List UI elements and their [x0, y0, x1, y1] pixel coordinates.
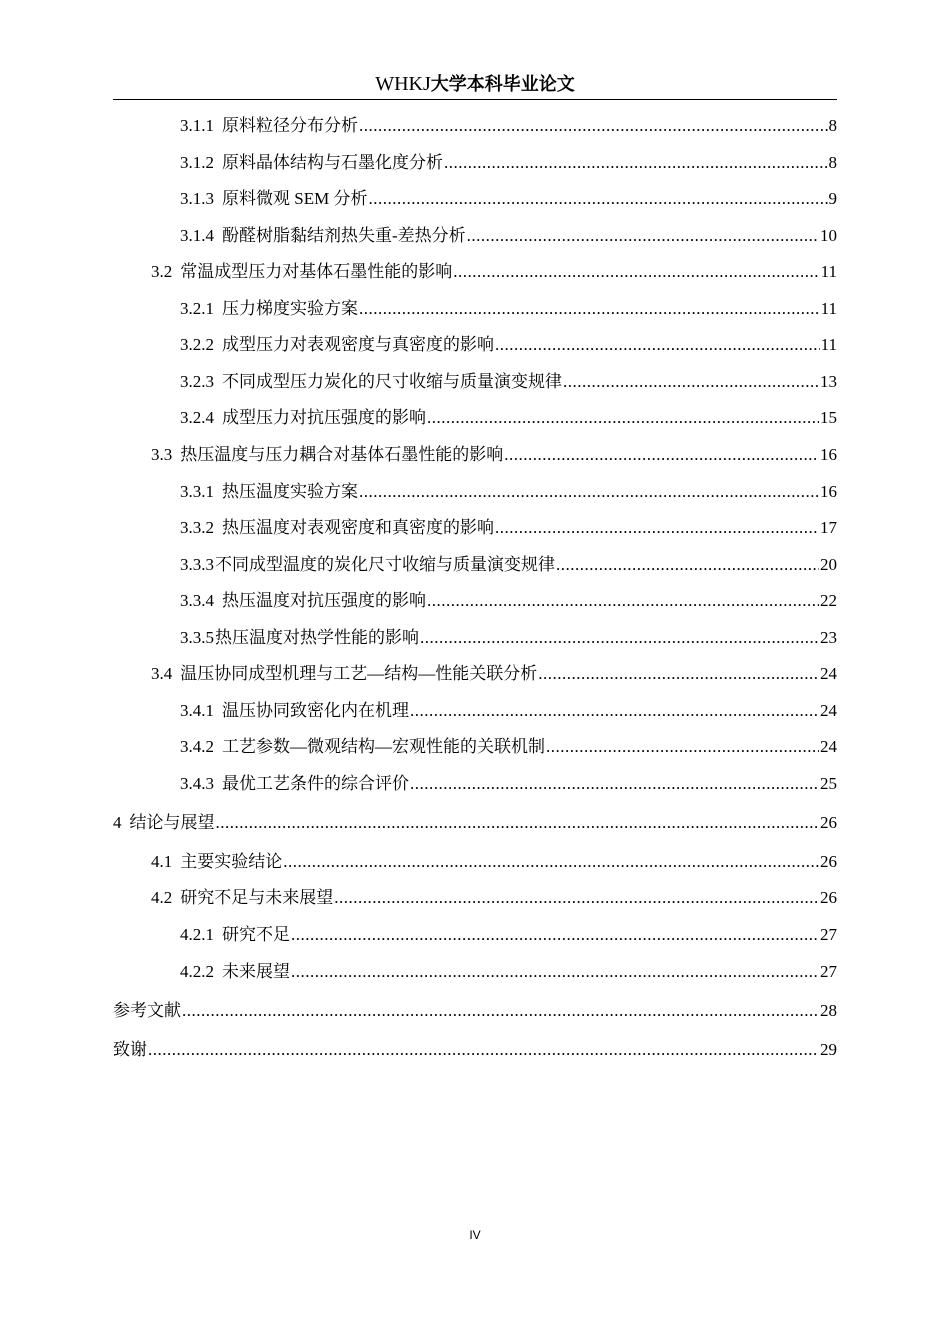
toc-entry-number: 4.2 [151, 888, 173, 907]
toc-entry-number: 3.3.3 [180, 555, 214, 574]
toc-entry-page: 11 [820, 335, 837, 354]
page-number: IV [469, 1228, 481, 1242]
toc-leader-dots [426, 400, 819, 436]
toc-entry-page: 27 [820, 925, 837, 944]
toc-entry-number: 4 [113, 813, 122, 832]
toc-entry[interactable] [180, 917, 837, 953]
toc-entry-number: 3.3.5 [180, 628, 214, 647]
toc-entry-number: 4.1 [151, 852, 173, 871]
toc-leader-dots [358, 291, 820, 327]
toc-entry[interactable] [113, 1032, 837, 1068]
toc-entry-title: 原料粒径分布分析 [222, 116, 358, 135]
toc-entry[interactable] [180, 547, 837, 583]
toc-entry-page: 25 [820, 774, 837, 793]
toc-entry-title: 研究不足与未来展望 [180, 888, 334, 907]
header-prefix: WHKJ [375, 73, 431, 95]
toc-entry-title: 热压温度对抗压强度的影响 [222, 591, 426, 610]
toc-entry[interactable] [180, 145, 837, 181]
toc-entry[interactable] [180, 766, 837, 802]
toc-entry-number: 3.4 [151, 664, 173, 683]
toc-entry-page: 28 [820, 1001, 837, 1020]
toc-leader-dots [409, 766, 819, 802]
toc-entry-number: 3.1.4 [180, 226, 214, 245]
toc-leader-dots [545, 729, 819, 765]
toc-entry-title: 热压温度对表观密度和真密度的影响 [222, 518, 494, 537]
toc-leader-dots [452, 254, 819, 290]
toc-entry-title: 热压温度与压力耦合对基体石墨性能的影响 [180, 445, 504, 464]
toc-entry-page: 11 [820, 299, 837, 318]
toc-entry-number: 3.4.1 [180, 701, 214, 720]
header-title: 大学本科毕业论文 [430, 74, 575, 95]
toc-leader-dots [290, 917, 819, 953]
toc-leader-dots [537, 656, 819, 692]
toc-entry-title: 成型压力对抗压强度的影响 [222, 408, 426, 427]
toc-entry-title: 常温成型压力对基体石墨性能的影响 [180, 262, 453, 281]
toc-entry[interactable] [151, 254, 837, 290]
toc-leader-dots [426, 583, 819, 619]
toc-leader-dots [147, 1032, 819, 1068]
toc-entry-page: 24 [820, 664, 837, 683]
toc-entry[interactable] [113, 993, 837, 1029]
toc-entry-page: 8 [828, 153, 837, 172]
toc-entry-number: 3.2.4 [180, 408, 214, 427]
toc-leader-dots [333, 880, 819, 916]
toc-entry[interactable] [180, 510, 837, 546]
toc-leader-dots [555, 547, 819, 583]
toc-entry-page: 24 [820, 701, 837, 720]
toc-entry-page: 11 [820, 262, 837, 281]
toc-entry-title: 参考文献 [113, 1001, 181, 1020]
toc-entry-title: 主要实验结论 [180, 852, 283, 871]
toc-entry-number: 3.2.3 [180, 372, 214, 391]
toc-entry[interactable] [151, 437, 837, 473]
toc-leader-dots [562, 364, 819, 400]
toc-entry-number: 3.2 [151, 262, 173, 281]
toc-entry-page: 26 [820, 888, 837, 907]
toc-entry-title: 原料微观 SEM 分析 [222, 189, 368, 208]
toc-entry-title: 致谢 [113, 1040, 147, 1059]
toc-entry-title: 结论与展望 [129, 813, 215, 832]
page-header [113, 70, 837, 100]
toc-entry-number: 3.4.2 [180, 737, 214, 756]
toc-leader-dots [494, 510, 819, 546]
toc-entry[interactable] [180, 729, 837, 765]
toc-entry-number: 3.2.1 [180, 299, 214, 318]
toc-entry[interactable] [180, 327, 837, 363]
toc-entry[interactable] [180, 291, 837, 327]
toc-leader-dots [443, 145, 828, 181]
toc-entry-title: 不同成型压力炭化的尺寸收缩与质量演变规律 [222, 372, 562, 391]
toc-entry-title: 温压协同成型机理与工艺—结构—性能关联分析 [180, 664, 538, 683]
toc-leader-dots [290, 954, 819, 990]
toc-entry-number: 4.2.2 [180, 962, 214, 981]
toc-entry-number: 3.2.2 [180, 335, 214, 354]
toc-entry-number: 3.3.1 [180, 482, 214, 501]
toc-entry[interactable] [180, 400, 837, 436]
toc-entry-title: 原料晶体结构与石墨化度分析 [222, 153, 443, 172]
toc-entry-page: 29 [820, 1040, 837, 1059]
toc-leader-dots [503, 437, 819, 473]
toc-entry[interactable] [180, 218, 837, 254]
toc-entry-number: 3.1.3 [180, 189, 214, 208]
toc-leader-dots [466, 218, 819, 254]
toc-entry[interactable] [180, 108, 837, 144]
toc-entry-title: 未来展望 [222, 962, 290, 981]
toc-entry-number: 3.3 [151, 445, 173, 464]
toc-entry-number: 3.1.1 [180, 116, 214, 135]
toc-entry-page: 9 [828, 189, 837, 208]
toc-entry-title: 成型压力对表观密度与真密度的影响 [222, 335, 494, 354]
toc-entry[interactable] [180, 364, 837, 400]
toc-entry[interactable] [113, 805, 837, 841]
toc-leader-dots [358, 474, 819, 510]
toc-entry-number: 3.4.3 [180, 774, 214, 793]
toc-entry[interactable] [151, 880, 837, 916]
toc-entry[interactable] [180, 620, 837, 656]
toc-entry-number: 3.3.2 [180, 518, 214, 537]
toc-entry-number: 3.1.2 [180, 153, 214, 172]
toc-leader-dots [367, 181, 827, 217]
toc-leader-dots [409, 693, 819, 729]
toc-entry-title: 工艺参数—微观结构—宏观性能的关联机制 [222, 737, 545, 756]
toc-entry-page: 10 [820, 226, 837, 245]
toc-entry[interactable] [180, 181, 837, 217]
toc-entry[interactable] [180, 583, 837, 619]
toc-entry-page: 17 [820, 518, 837, 537]
toc-entry-page: 20 [820, 555, 837, 574]
toc-entry-page: 15 [820, 408, 837, 427]
toc-entry-title: 热压温度对热学性能的影响 [215, 628, 419, 647]
toc-entry-page: 8 [828, 116, 837, 135]
toc-entry-page: 16 [820, 445, 837, 464]
toc-leader-dots [282, 844, 819, 880]
toc-entry[interactable] [180, 954, 837, 990]
toc-entry-page: 27 [820, 962, 837, 981]
toc-entry-title: 酚醛树脂黏结剂热失重-差热分析 [222, 226, 466, 245]
toc-leader-dots [419, 620, 819, 656]
toc-entry-page: 26 [820, 852, 837, 871]
toc-entry[interactable] [180, 693, 837, 729]
toc-leader-dots [215, 805, 820, 841]
toc-entry[interactable] [151, 844, 837, 880]
toc-entry-page: 13 [820, 372, 837, 391]
toc-entry-title: 研究不足 [222, 925, 290, 944]
toc-entry[interactable] [180, 474, 837, 510]
toc-entry-title: 热压温度实验方案 [222, 482, 358, 501]
toc-leader-dots [494, 327, 820, 363]
toc-leader-dots [358, 108, 828, 144]
toc-entry-page: 24 [820, 737, 837, 756]
toc-entry-title: 温压协同致密化内在机理 [222, 701, 409, 720]
toc-entry-number: 4.2.1 [180, 925, 214, 944]
toc-entry-page: 23 [820, 628, 837, 647]
toc-entry[interactable] [151, 656, 837, 692]
toc-entry-title: 最优工艺条件的综合评价 [222, 774, 409, 793]
toc-entry-title: 压力梯度实验方案 [222, 299, 358, 318]
toc-entry-title: 不同成型温度的炭化尺寸收缩与质量演变规律 [215, 555, 555, 574]
toc-entry-page: 16 [820, 482, 837, 501]
toc-entry-number: 3.3.4 [180, 591, 214, 610]
toc-entry-page: 22 [820, 591, 837, 610]
toc-leader-dots [181, 993, 819, 1029]
toc-entry-page: 26 [820, 813, 837, 832]
